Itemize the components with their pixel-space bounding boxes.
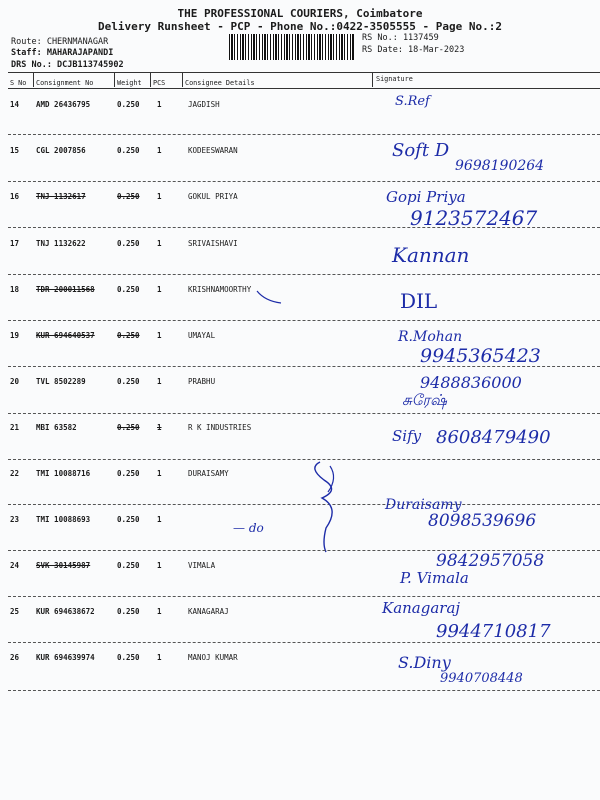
row-divider [8,181,600,182]
row-pcs: 1 [157,423,162,432]
row-pcs: 1 [157,239,162,248]
staff-label: Staff: MAHARAJAPANDI [11,48,114,58]
row-pcs: 1 [157,100,162,109]
handwritten-phone: 9123572467 [410,206,538,230]
row-consignment: KUR 694638672 [36,607,95,616]
row-weight: 0.250 [117,239,140,248]
row-weight: 0.250 [117,561,140,570]
row-pcs: 1 [157,146,162,155]
row-sno: 20 [10,377,20,386]
handwritten-signature: Gopi Priya [386,188,466,206]
row-consignee: VIMALA [188,561,216,570]
row-consignee: UMAYAL [188,331,216,340]
handwritten-signature: P. Vimala [400,569,469,587]
handwritten-phone: 9842957058 [436,551,545,571]
table-row [0,649,600,695]
handwritten-signature: DIL [400,289,438,313]
row-weight: 0.250 [117,192,140,201]
row-consignment: TNJ 1132617 [36,192,86,201]
row-weight: 0.250 [117,653,140,662]
row-consignment: KUR 694640537 [36,331,95,340]
row-sno: 18 [10,285,20,294]
row-consignee: DURAISAMY [188,469,229,478]
col-divider [372,73,373,87]
row-weight: 0.250 [117,423,140,432]
row-pcs: 1 [157,377,162,386]
route-label: Route: CHERNMANAGAR [11,37,109,47]
row-consignment: MBI 63582 [36,423,77,432]
row-sno: 17 [10,239,20,248]
barcode [229,34,354,60]
col-header-signature: Signature [376,75,413,83]
col-header-weight: Weight [117,79,142,87]
handwritten-signature: Kannan [392,243,470,267]
row-sno: 25 [10,607,20,616]
row-weight: 0.250 [117,515,140,524]
rs-date: RS Date: 18-Mar-2023 [362,45,465,55]
col-divider [114,73,115,87]
row-divider [8,596,600,597]
drs-number: DRS No.: DCJB113745902 [11,60,124,70]
handwritten-signature: Soft D [392,140,450,161]
row-consignee: JAGDISH [188,100,220,109]
ink-stroke [255,289,285,305]
row-pcs: 1 [157,469,162,478]
row-pcs: 1 [157,192,162,201]
row-consignee: MANOJ KUMAR [188,653,238,662]
row-sno: 22 [10,469,20,478]
handwritten-signature: Duraisamy [385,497,462,513]
table-row [0,96,600,142]
row-consignment: TVL 8502289 [36,377,86,386]
row-weight: 0.250 [117,377,140,386]
row-consignee: GOKUL PRIYA [188,192,238,201]
handwritten-signature: S.Ref [395,94,430,109]
handwritten-phone: 8608479490 [436,427,551,448]
row-divider [8,320,600,321]
row-divider [8,690,600,691]
row-pcs: 1 [157,653,162,662]
row-consignment: TMI 10088693 [36,515,91,524]
col-header-consignment: Consignment No [36,79,94,87]
row-divider [8,642,600,643]
row-pcs: 1 [157,607,162,616]
row-consignee: KRISHNAMOORTHY [188,285,252,294]
rs-number: RS No.: 1137459 [362,33,439,43]
row-pcs: 1 [157,561,162,570]
col-divider [33,73,34,87]
row-sno: 24 [10,561,20,570]
row-divider [8,274,600,275]
handwritten-phone: 9488836000 [420,373,522,392]
col-header-pcs: PCS [153,79,166,87]
handwritten-signature: S.Diny [398,653,451,672]
row-sno: 21 [10,423,20,432]
company-title: THE PROFESSIONAL COURIERS, Coimbatore [177,7,423,20]
row-consignment: KUR 694639974 [36,653,95,662]
row-weight: 0.250 [117,331,140,340]
row-sno: 14 [10,100,20,109]
row-pcs: 1 [157,331,162,340]
row-consignment: AMD 26436795 [36,100,91,109]
row-pcs: 1 [157,515,162,524]
row-sno: 26 [10,653,20,662]
row-consignee: KODEESWARAN [188,146,238,155]
handwritten-phone: 9698190264 [455,158,545,174]
row-consignment: CGL 2007856 [36,146,86,155]
header-bottom-rule [8,88,600,89]
row-sno: 23 [10,515,20,524]
row-consignee: KANAGARAJ [188,607,229,616]
handwritten-signature: R.Mohan [398,329,463,345]
col-header-consignee: Consignee Details [185,79,255,87]
row-weight: 0.250 [117,100,140,109]
row-consignment: TNJ 1132622 [36,239,86,248]
handwritten-signature: Sify [392,427,422,445]
handwritten-phone: 9945365423 [420,345,541,367]
row-consignee: PRABHU [188,377,216,386]
row-consignee: SRIVAISHAVI [188,239,238,248]
col-divider [182,73,183,87]
row-sno: 15 [10,146,20,155]
runsheet-subtitle: Delivery Runsheet - PCP - Phone No.:0422-3505555 - Page No.:2 [98,20,502,33]
row-weight: 0.250 [117,146,140,155]
row-sno: 19 [10,331,20,340]
col-header-sno: S No [10,79,27,87]
col-divider [150,73,151,87]
handwritten-phone: 8098539696 [428,511,537,531]
row-divider [8,366,600,367]
row-divider [8,413,600,414]
ditto-mark: — do [233,521,264,535]
row-consignment: SVK 30145987 [36,561,91,570]
handwritten-signature: Kanagaraj [382,599,461,617]
handwritten-signature: சுரேஷ் [402,391,447,409]
row-divider [8,227,600,228]
row-consignment: TDR 200011568 [36,285,95,294]
row-pcs: 1 [157,285,162,294]
row-divider [8,134,600,135]
row-sno: 16 [10,192,20,201]
row-weight: 0.250 [117,607,140,616]
row-consignee: R K INDUSTRIES [188,423,252,432]
row-weight: 0.250 [117,469,140,478]
row-consignment: TMI 10088716 [36,469,91,478]
row-weight: 0.250 [117,285,140,294]
header-top-rule [8,72,600,73]
handwritten-phone: 9940708448 [440,671,523,686]
handwritten-phone: 9944710817 [436,621,551,642]
